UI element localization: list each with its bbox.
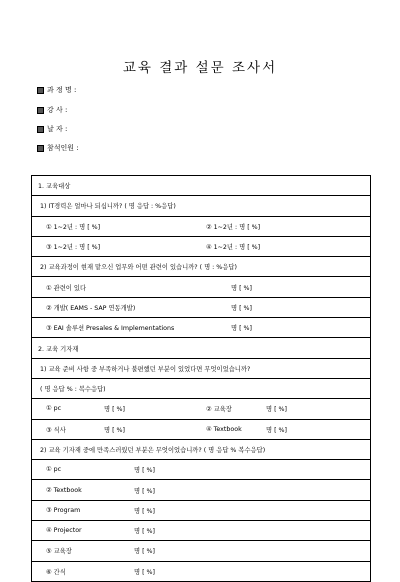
survey-cell [32, 338, 371, 358]
option-label: ④ Textbook [206, 425, 242, 433]
survey-cell [32, 500, 371, 520]
option-label: ③ 1~2년 : 명 [ %] [46, 244, 101, 252]
survey-row-text: 1) 교육 준비 사항 중 부족하거나 불편했던 부분이 있었다면 무엇이었습니까? [40, 365, 251, 373]
option-count: 명 [ %] [231, 284, 252, 292]
meta-attendees-label: 참석인원 : [47, 144, 79, 152]
survey-row [32, 439, 371, 459]
meta-attendees [37, 144, 79, 152]
meta-course-label: 과 정 명 : [47, 86, 77, 94]
meta-date-label: 날 자 : [47, 125, 68, 133]
bullet-square-icon [37, 107, 44, 114]
meta-instructor-label: 강 사 : [47, 106, 68, 114]
survey-cell [32, 521, 371, 541]
option-label: ① 1~2년 : 명 [ %] [46, 223, 101, 231]
option-label: ⑥ 간식 [46, 568, 66, 576]
survey-cell [32, 176, 371, 196]
option-count: 명 [ %] [231, 325, 252, 333]
survey-row [32, 541, 371, 561]
option-label: ⑤ 교육장 [46, 548, 72, 556]
option-count: 명 [ %] [231, 304, 252, 312]
survey-cell [32, 358, 371, 378]
survey-cell [32, 277, 371, 297]
survey-row [32, 196, 371, 216]
option-count: 명 [ %] [104, 426, 125, 434]
survey-cell [32, 419, 371, 439]
survey-cell [32, 561, 371, 581]
survey-row-text: 2) 교육과정이 현재 맡으신 업무와 어떤 관련이 있습니까? ( 명 : %응답) [40, 264, 237, 272]
survey-cell [32, 378, 371, 398]
meta-instructor [37, 106, 67, 114]
survey-row [32, 419, 371, 439]
survey-cell [32, 318, 371, 338]
survey-row [32, 318, 371, 338]
option-label: ① 관련이 있다 [46, 284, 87, 292]
survey-cell [32, 439, 371, 459]
survey-row [32, 561, 371, 581]
option-count: ④ 1~2년 : 명 [ %] [206, 244, 261, 252]
option-label: ③ Program [46, 506, 81, 514]
survey-row [32, 338, 371, 358]
meta-course [37, 86, 76, 94]
survey-row-text: 1. 교육대상 [38, 183, 71, 191]
option-label: ③ 식사 [46, 426, 66, 434]
option-count: 명 [ %] [266, 426, 287, 434]
survey-cell [32, 216, 371, 236]
option-label: ② Textbook [46, 486, 82, 494]
bullet-square-icon [37, 145, 44, 152]
survey-row [32, 358, 371, 378]
document-title: 교육 결과 설문 조사서 [122, 60, 278, 76]
bullet-square-icon [37, 126, 44, 133]
survey-row [32, 216, 371, 236]
survey-row [32, 176, 371, 196]
option-label: ① pc [46, 466, 62, 474]
survey-row-text: 2. 교육 기자재 [38, 345, 79, 353]
option-label: ② 개발( EAMS - SAP 연동개발) [46, 304, 136, 312]
option-label: ③ EAI 솔루션 Presales & Implementations [46, 325, 175, 333]
survey-row [32, 500, 371, 520]
survey-cell [32, 297, 371, 317]
bullet-square-icon [37, 87, 44, 94]
option-count: ② 1~2년 : 명 [ %] [206, 223, 261, 231]
survey-cell [32, 541, 371, 561]
survey-cell [32, 460, 371, 480]
survey-row-text: 1) IT경력은 얼마나 되십니까? ( 명 응답 : %응답) [40, 203, 176, 211]
survey-row [32, 480, 371, 500]
survey-row [32, 257, 371, 277]
option-label: ② 교육장 [206, 406, 232, 414]
survey-cell [32, 399, 371, 419]
survey-row [32, 297, 371, 317]
option-count: 명 [ %] [134, 487, 155, 495]
option-count: 명 [ %] [134, 467, 155, 475]
option-label: ① pc [46, 405, 62, 413]
option-count: 명 [ %] [104, 406, 125, 414]
option-count: 명 [ %] [134, 528, 155, 536]
survey-cell [32, 480, 371, 500]
option-count: 명 [ %] [134, 548, 155, 556]
survey-row [32, 521, 371, 541]
survey-cell [32, 196, 371, 216]
option-count: 명 [ %] [266, 406, 287, 414]
option-count: 명 [ %] [134, 568, 155, 576]
survey-table [31, 175, 371, 582]
survey-row-text: ( 명 응답 % : 복수응답) [40, 386, 106, 394]
survey-row-text: 2) 교육 기자재 중에 만족스러웠던 부분은 무엇이었습니까? ( 명 응답 % 복수응답) [40, 447, 266, 454]
survey-row [32, 277, 371, 297]
survey-row [32, 399, 371, 419]
option-label: ④ Projector [46, 527, 82, 535]
survey-row [32, 378, 371, 398]
survey-row [32, 460, 371, 480]
option-count: 명 [ %] [134, 507, 155, 515]
meta-date [37, 125, 67, 133]
survey-row [32, 236, 371, 256]
survey-cell [32, 257, 371, 277]
survey-cell [32, 236, 371, 256]
